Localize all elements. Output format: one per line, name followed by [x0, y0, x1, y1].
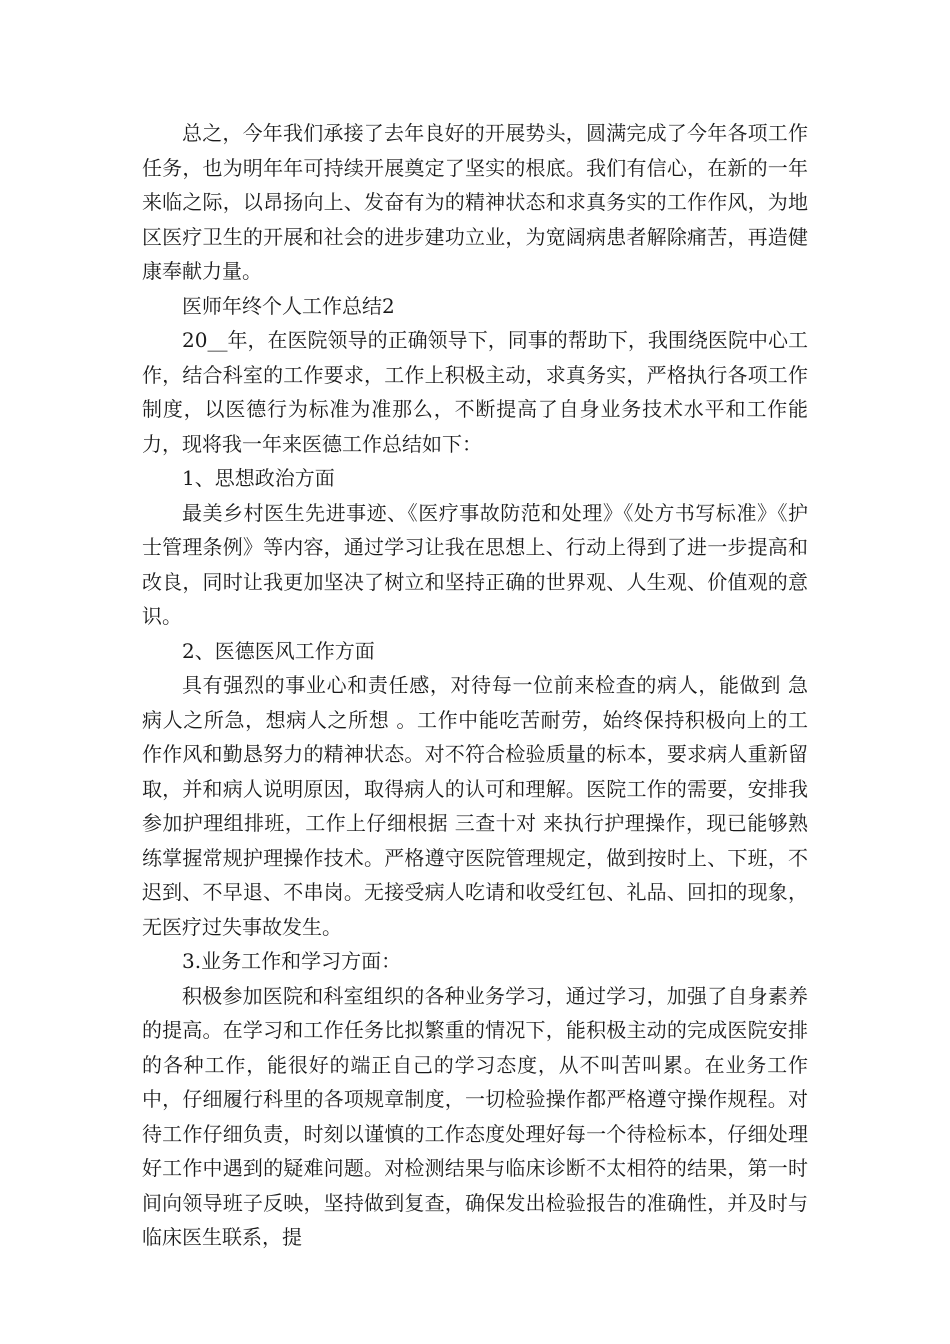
- document-body: [142, 116, 808, 1255]
- paragraph-work-study: 积极参加医院和科室组织的各种业务学习，通过学习，加强了自身素养的提高。在学习和工作任务比拟繁重的情况下，能积极主动的完成医院安排的各种工作，能很好的端正自己的学习态度，从不叫苦叫累。在业务工作中，仔细履行科里的各项规章制度，一切检验操作都严格遵守操作规程。对待工作仔细负责，时刻以谨慎的工作态度处理好每一个待检标本，仔细处理好工作中遇到的疑难问题。对检测结果与临床诊断不太相符的结果，第一时间向领导班子反映，坚持做到复查，确保发出检验报告的准确性，并及时与临床医生联系，提: [142, 983, 808, 1249]
- paragraph-summary: 总之，今年我们承接了去年良好的开展势头，圆满完成了今年各项工作任务，也为明年年可持续开展奠定了坚实的根底。我们有信心，在新的一年来临之际，以昂扬向上、发奋有为的精神状态和求真务实的工作作风，为地区医疗卫生的开展和社会的进步建功立业，为宽阔病患者解除痛苦，再造健康奉献力量。: [142, 121, 808, 283]
- heading-ideology: 1、思想政治方面: [182, 466, 335, 490]
- heading-ethics: 2、医德医风工作方面: [182, 638, 375, 663]
- paragraph-ideology: 最美乡村医生先进事迹、《医疗事故防范和处理》《处方书写标准》《护士管理条例》等内容，通过学习让我在思想上、行动上得到了进一步提高和改良，同时让我更加坚决了树立和坚持正确的世界观、人生观、价值观的意识。: [142, 500, 808, 628]
- paragraph-ethics: 具有强烈的事业心和责任感，对待每一位前来检查的病人，能做到 急病人之所急，想病人之所想 。工作中能吃苦耐劳，始终保持积极向上的工作作风和勤恳努力的精神状态。对不符合检验质量的标本，要求病人重新留取，并和病人说明原因，取得病人的认可和理解。医院工作的需要，安排我参加护理组排班，工作上仔细根据 三查十对 来执行护理操作，现已能够熟练掌握常规护理操作技术。严格遵守医院管理规定，做到按时上、下班，不迟到、不早退、不串岗。无接受病人吃请和收受红包、礼品、回扣的现象，无医疗过失事故发生。: [142, 673, 808, 939]
- heading-work-study: 3.业务工作和学习方面：: [182, 949, 402, 973]
- section-title: 医师年终个人工作总结2: [182, 293, 395, 318]
- paragraph-intro: 20__年，在医院领导的正确领导下，同事的帮助下，我围绕医院中心工作，结合科室的工作要求，工作上积极主动，求真务实，严格执行各项工作制度，以医德行为标准为准那么，不断提高了自身业务技术水平和工作能力，现将我一年来医德工作总结如下：: [142, 328, 808, 456]
